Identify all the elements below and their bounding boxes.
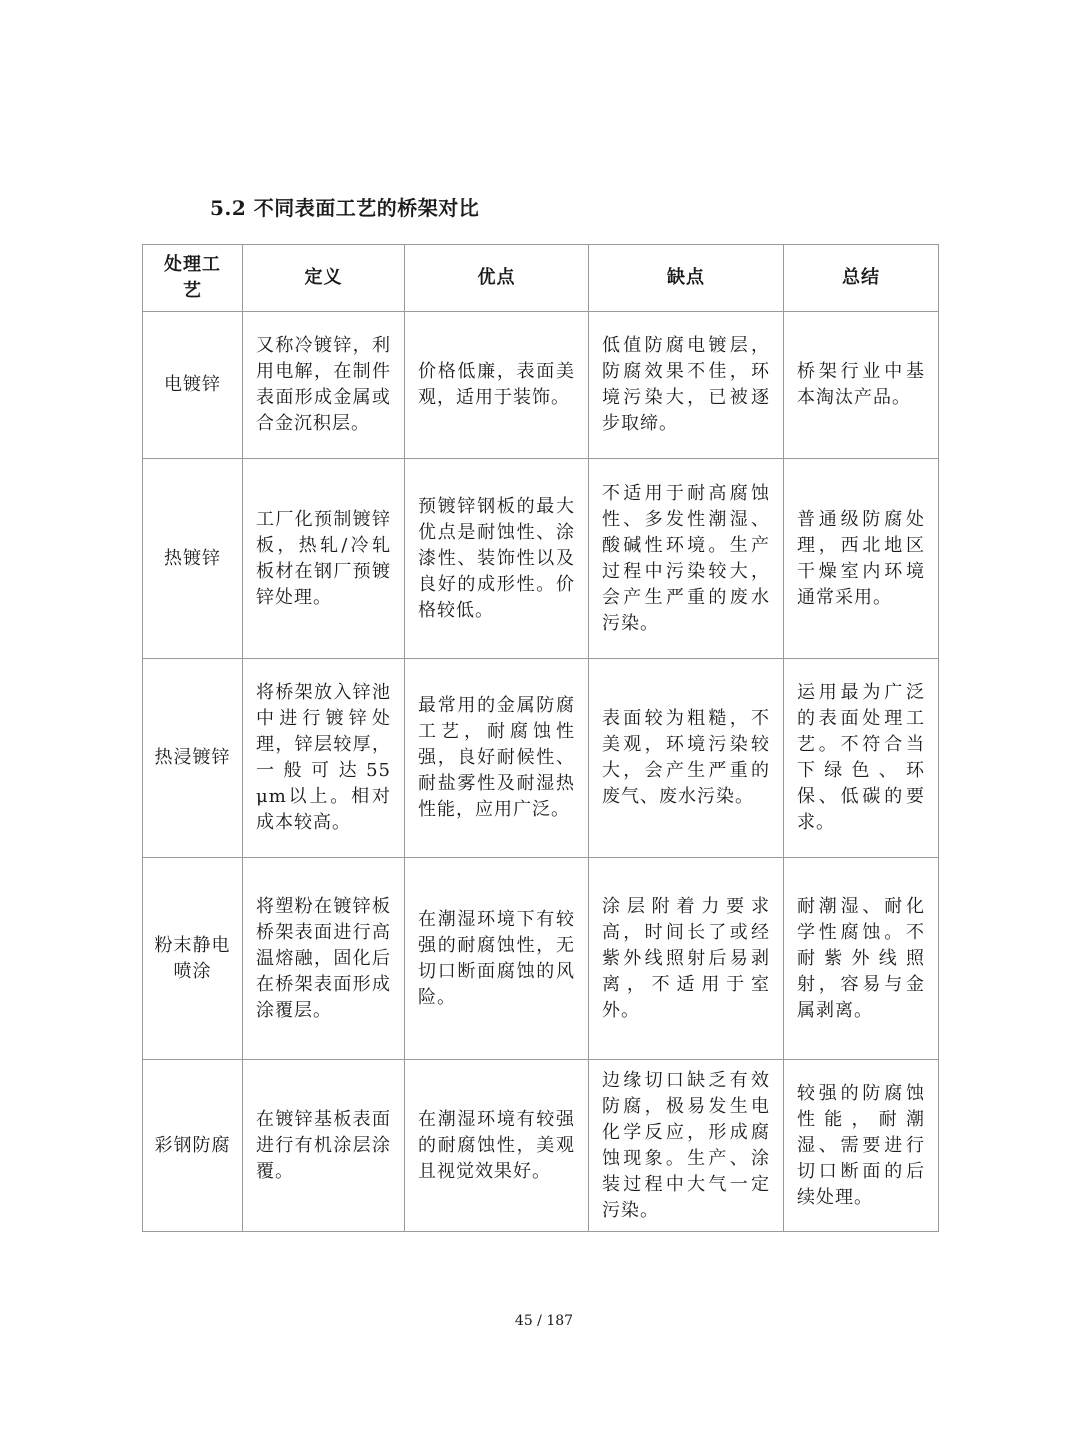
table-row <box>143 459 939 659</box>
cell-summary: 运用最为广泛的表面处理工艺。不符合当下绿色、环保、低碳的要求。 <box>784 659 939 858</box>
comparison-table <box>142 244 939 1232</box>
cell-summary: 桥架行业中基本淘汰产品。 <box>784 312 939 459</box>
page-number: 45 / 187 <box>514 1313 574 1329</box>
header-definition: 定义 <box>243 245 405 312</box>
cell-process: 热浸镀锌 <box>143 659 243 858</box>
table-header-row <box>143 245 939 312</box>
cell-definition: 工厂化预制镀锌板，热轧/冷轧板材在钢厂预镀锌处理。 <box>243 459 405 659</box>
table-row <box>143 312 939 459</box>
cell-definition: 在镀锌基板表面进行有机涂层涂覆。 <box>243 1060 405 1232</box>
cell-summary: 耐潮湿、耐化学性腐蚀。不耐紫外线照射，容易与金属剥离。 <box>784 858 939 1060</box>
cell-process: 电镀锌 <box>143 312 243 459</box>
cell-disadvantages: 涂层附着力要求高，时间长了或经紫外线照射后易剥离，不适用于室外。 <box>589 858 784 1060</box>
cell-process: 粉末静电喷涂 <box>143 858 243 1060</box>
table-row <box>143 659 939 858</box>
cell-definition: 将塑粉在镀锌板桥架表面进行高温熔融，固化后在桥架表面形成涂覆层。 <box>243 858 405 1060</box>
cell-definition: 又称冷镀锌，利用电解，在制件表面形成金属或合金沉积层。 <box>243 312 405 459</box>
cell-advantages: 价格低廉，表面美观，适用于装饰。 <box>405 312 589 459</box>
cell-disadvantages: 表面较为粗糙，不美观，环境污染较大，会产生严重的废气、废水污染。 <box>589 659 784 858</box>
cell-process: 热镀锌 <box>143 459 243 659</box>
cell-summary: 普通级防腐处理，西北地区干燥室内环境通常采用。 <box>784 459 939 659</box>
cell-disadvantages: 不适用于耐高腐蚀性、多发性潮湿、酸碱性环境。生产过程中污染较大，会产生严重的废水污染。 <box>589 459 784 659</box>
cell-disadvantages: 低值防腐电镀层，防腐效果不佳，环境污染大，已被逐步取缔。 <box>589 312 784 459</box>
cell-summary: 较强的防腐蚀性能，耐潮湿、需要进行切口断面的后续处理。 <box>784 1060 939 1232</box>
cell-process: 彩钢防腐 <box>143 1060 243 1232</box>
cell-advantages: 最常用的金属防腐工艺，耐腐蚀性强，良好耐候性、耐盐雾性及耐湿热性能，应用广泛。 <box>405 659 589 858</box>
header-advantages: 优点 <box>405 245 589 312</box>
table-row <box>143 858 939 1060</box>
cell-advantages: 在潮湿环境有较强的耐腐蚀性，美观且视觉效果好。 <box>405 1060 589 1232</box>
cell-advantages: 在潮湿环境下有较强的耐腐蚀性，无切口断面腐蚀的风险。 <box>405 858 589 1060</box>
cell-disadvantages: 边缘切口缺乏有效防腐，极易发生电化学反应，形成腐蚀现象。生产、涂装过程中大气一定污染。 <box>589 1060 784 1232</box>
section-title: 5.2 不同表面工艺的桥架对比 <box>210 196 480 220</box>
header-summary: 总结 <box>784 245 939 312</box>
cell-advantages: 预镀锌钢板的最大优点是耐蚀性、涂漆性、装饰性以及良好的成形性。价格较低。 <box>405 459 589 659</box>
header-disadvantages: 缺点 <box>589 245 784 312</box>
cell-definition: 将桥架放入锌池中进行镀锌处理，锌层较厚，一般可达55 μm以上。相对成本较高。 <box>243 659 405 858</box>
header-process: 处理工艺 <box>143 245 243 312</box>
table-row <box>143 1060 939 1232</box>
